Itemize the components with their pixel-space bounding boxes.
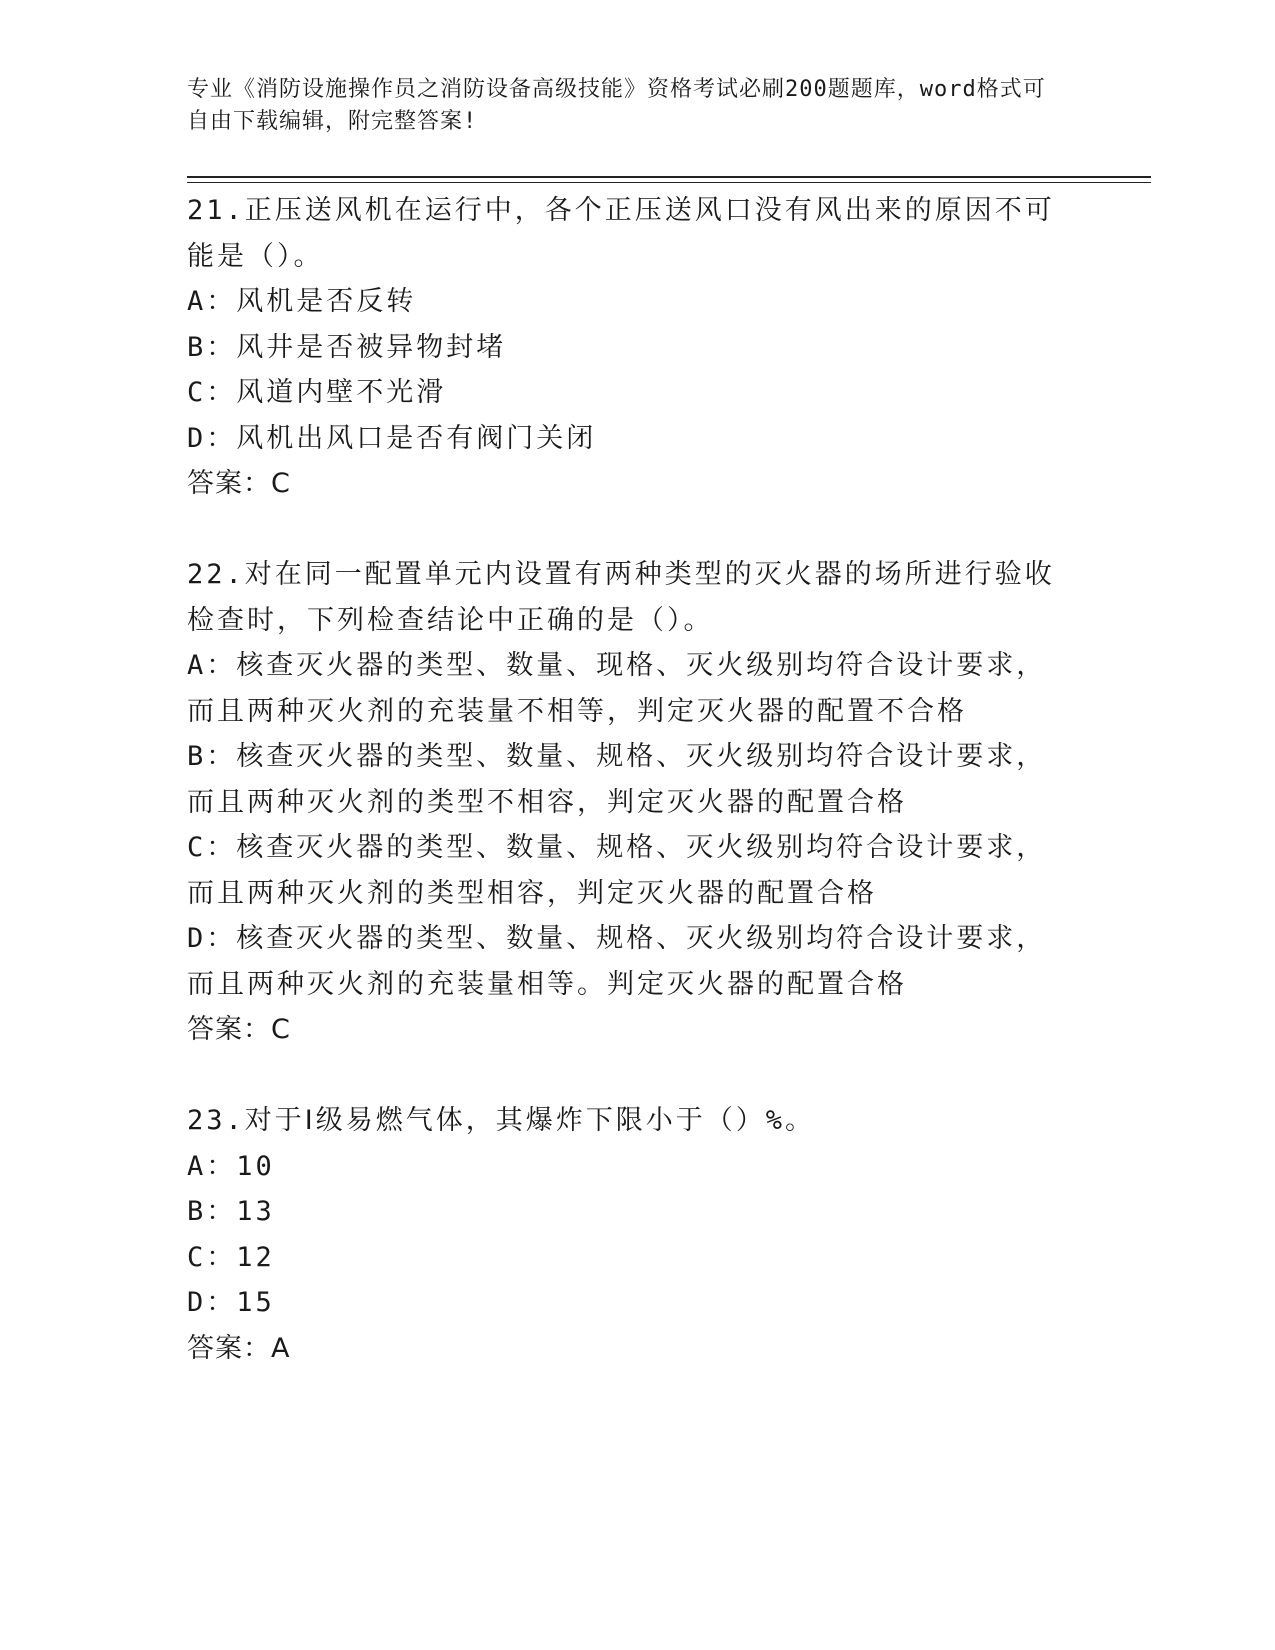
header-divider-thin bbox=[187, 182, 1151, 183]
answer-line: 答案：A bbox=[187, 1332, 291, 1364]
option-c: C：核查灭火器的类型、数量、规格、灭火级别均符合设计要求，而且两种灭火剂的类型相容，判定灭火器的配置合格 bbox=[187, 832, 1047, 909]
option-a: A：风机是否反转 bbox=[187, 286, 417, 317]
question-stem: 22.对在同一配置单元内设置有两种类型的灭火器的场所进行验收检查时，下列检查结论中正确的是（）。 bbox=[187, 559, 1055, 636]
answer-line: 答案：C bbox=[187, 468, 291, 499]
option-b: B：风井是否被异物封堵 bbox=[187, 331, 507, 363]
option-b: B：13 bbox=[187, 1196, 275, 1227]
question-block-22 bbox=[187, 552, 1067, 1053]
option-b: B：核查灭火器的类型、数量、规格、灭火级别均符合设计要求，而且两种灭火剂的类型不相容，判定灭火器的配置合格 bbox=[187, 741, 1047, 818]
answer-line: 答案：C bbox=[187, 1014, 291, 1045]
document-header: 专业《消防设施操作员之消防设备高级技能》资格考试必刷200题题库，word格式可自由下载编辑，附完整答案! bbox=[187, 77, 1046, 134]
question-stem: 23.对于Ⅰ级易燃气体，其爆炸下限小于（）%。 bbox=[187, 1105, 815, 1136]
question-stem: 21.正压送风机在运行中，各个正压送风口没有风出来的原因不可能是（）。 bbox=[187, 195, 1055, 272]
option-a: A：10 bbox=[187, 1150, 275, 1182]
option-d: D：15 bbox=[187, 1287, 275, 1318]
option-c: C：12 bbox=[187, 1241, 275, 1273]
option-d: D：风机出风口是否有阀门关闭 bbox=[187, 422, 597, 454]
option-a: A：核查灭火器的类型、数量、现格、灭火级别均符合设计要求，而且两种灭火剂的充装量不相等，判定灭火器的配置不合格 bbox=[187, 650, 1047, 727]
option-d: D：核查灭火器的类型、数量、规格、灭火级别均符合设计要求，而且两种灭火剂的充装量相等。判定灭火器的配置合格 bbox=[187, 923, 1047, 1000]
header-divider-thick bbox=[187, 176, 1151, 178]
option-c: C：风道内壁不光滑 bbox=[187, 377, 447, 408]
question-block-23 bbox=[187, 1098, 1067, 1371]
question-block-21 bbox=[187, 188, 1067, 507]
